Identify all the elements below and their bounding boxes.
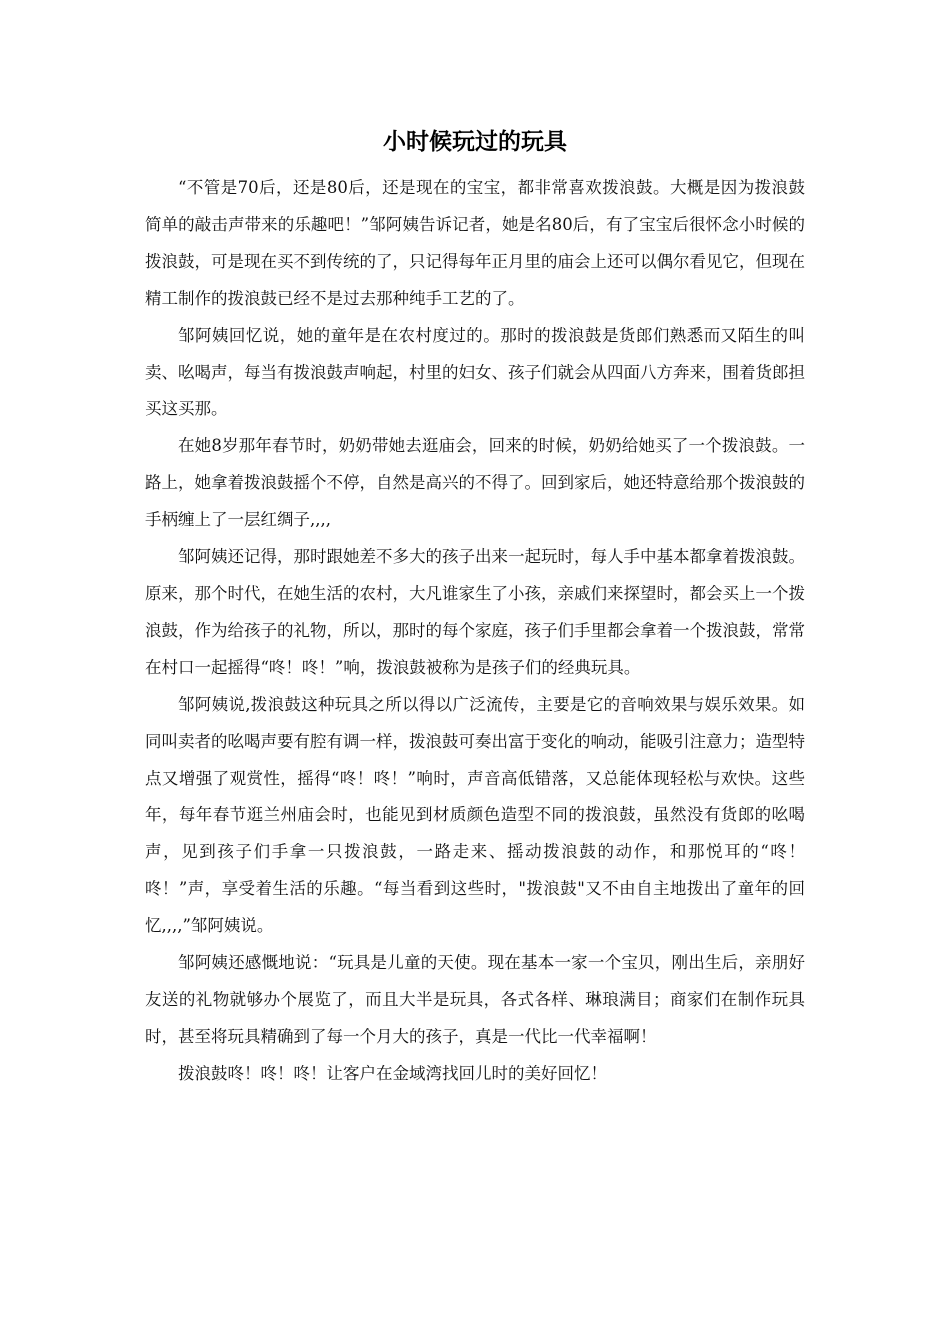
paragraph-7: 拨浪鼓咚！咚！咚！让客户在金域湾找回儿时的美好回忆！ bbox=[178, 1063, 607, 1083]
article-body bbox=[145, 170, 805, 1093]
paragraph-1: “不管是70后，还是80后，还是现在的宝宝，都非常喜欢拨浪鼓。大概是因为拨浪鼓简单的敲击声带来的乐趣吧！”邹阿姨告诉记者，她是名80后，有了宝宝后很怀念小时候的拨浪鼓，可是现在买不到传统的了，只记得每年正月里的庙会上还可以偶尔看见它，但现在精工制作的拨浪鼓已经不是过去那种纯手工艺的了。 bbox=[145, 178, 805, 308]
paragraph-6: 邹阿姨还感慨地说：“玩具是儿童的天使。现在基本一家一个宝贝，刚出生后，亲朋好友送的礼物就够办个展览了，而且大半是玩具，各式各样、琳琅满目；商家们在制作玩具时，甚至将玩具精确到了每一个月大的孩子，真是一代比一代幸福啊！ bbox=[145, 953, 805, 1046]
paragraph-2: 邹阿姨回忆说，她的童年是在农村度过的。那时的拨浪鼓是货郎们熟悉而又陌生的叫卖、吆喝声，每当有拨浪鼓声响起，村里的妇女、孩子们就会从四面八方奔来，围着货郎担买这买那。 bbox=[145, 325, 805, 419]
page-title: 小时候玩过的玩具 bbox=[383, 129, 567, 155]
paragraph-3: 在她8岁那年春节时，奶奶带她去逛庙会，回来的时候，奶奶给她买了一个拨浪鼓。一路上，她拿着拨浪鼓摇个不停，自然是高兴的不得了。回到家后，她还特意给那个拨浪鼓的手柄缠上了一层红绸子,,,, bbox=[145, 436, 805, 530]
paragraph-4: 邹阿姨还记得，那时跟她差不多大的孩子出来一起玩时，每人手中基本都拿着拨浪鼓。原来，那个时代，在她生活的农村，大凡谁家生了小孩，亲戚们来探望时，都会买上一个拨浪鼓，作为给孩子的礼物，所以，那时的每个家庭，孩子们手里都会拿着一个拨浪鼓，常常在村口一起摇得“咚！咚！”响，拨浪鼓被称为是孩子们的经典玩具。 bbox=[145, 547, 805, 677]
paragraph-5: 邹阿姨说,拨浪鼓这种玩具之所以得以广泛流传，主要是它的音响效果与娱乐效果。如同叫卖者的吆喝声要有腔有调一样，拨浪鼓可奏出富于变化的响动，能吸引注意力；造型特点又增强了观赏性，摇得“咚！咚！”响时，声音高低错落，又总能体现轻松与欢快。这些年，每年春节逛兰州庙会时，也能见到材质颜色造型不同的拨浪鼓，虽然没有货郎的吆喝声，见到孩子们手拿一只拨浪鼓，一路走来、摇动拨浪鼓的动作，和那悦耳的“咚！咚！”声，享受着生活的乐趣。“每当看到这些时，"拨浪鼓"又不由自主地拨出了童年的回忆,,,,”邹阿姨说。 bbox=[145, 694, 805, 936]
